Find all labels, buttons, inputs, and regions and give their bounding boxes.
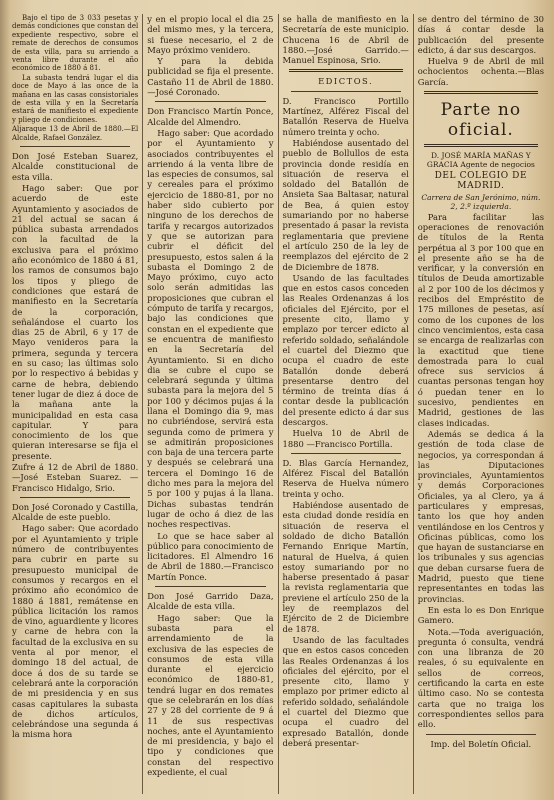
divider-rule — [155, 586, 265, 587]
notice-paragraph: Y para la debida publicidad se fija el presente. Castaño 11 de Abril de 1880.—José Coronado. — [147, 56, 274, 98]
notice-paragraph: En esta lo es Don Enrique Gamero. — [417, 604, 544, 626]
notice-paragraph: Hago saber: Que acordado por el Ayuntamiento y triple número de contribuyentes para cubrir en parte su presupuesto municipal de consumos y recargos en el próximo año económico de 1880 á 1881, remátense en pública licitación los ramos de vino, aguardiente y licores y carne de hebra con la facultad de la exclusiva en su venta al por menor, el domingo 18 del actual, de doce á dos de su tarde se celebrará ante la corporación de mi presidencia y en sus casas capitulares la subasta de dichos artículos, celebrándose una segunda á la misma hora — [12, 523, 139, 740]
notice-paragraph: Lo que se hace saber al público para conocimiento de licitadores. El Almendro 16 de Abril de 1880.—Francisco Martín Ponce. — [147, 530, 274, 582]
notice-paragraph: Hago saber: Que la subasta para el arrendamiento de la exclusiva de las especies de consumos de esta villa durante el ejercicio económico de 1880-81, tendrá lugar en dos remates que se celebrarán en los días 27 y 28 del corriente de 9 á 11 de sus respectivas noches, ante el Ayuntamiento de mi presidencia, y bajo el tipo y condiciones que constan del respectivo expediente, el cual — [147, 612, 274, 778]
agent-name: D. JOSÉ MARÍA MAÑAS Y GRACIA Agente de negocios — [426, 151, 535, 170]
columns-container — [8, 14, 548, 794]
notice-paragraph: Nota.—Toda averiguación, pregunta ó consulta, vendrá con una libranza de 20 reales, ó su equivalente en sellos de correos, certificando la carta en este último caso. No se contesta carta que no traiga los correspondientes sellos para ello. — [417, 626, 544, 730]
divider-rule — [291, 91, 401, 92]
divider-double-rule — [424, 91, 538, 94]
divider-rule — [155, 101, 265, 102]
divider-double-rule — [289, 69, 403, 72]
notice-header: D. Blas García Hernandez, Alférez Fiscal del Batallón Reserva de Huelva número treinta y ocho. — [282, 457, 409, 499]
divider-double-rule — [424, 144, 538, 147]
agent-address: Carrera de San Jerónimo, núm. 2, 2.º izquierda. — [421, 192, 541, 211]
notice-paragraph: se halla de manifiesto en la Secretaría de este municipio. Chucena 16 de Abril de 1880.—José Garrido.—Manuel Espinosa, Srio. — [282, 14, 409, 66]
column-2 — [142, 14, 277, 794]
notice-paragraph: y en el propio local el dia 25 del mismo mes, y la tercera, si fuese necesario, el 2 de Mayo próximo venidero. — [147, 14, 274, 55]
notice-header: Don José Garrido Daza, Alcalde de esta villa. — [147, 591, 274, 612]
notice-paragraph: se dentro del término de 30 días á contar desde la publicación del presente edicto, á dar sus descargos. — [417, 14, 544, 55]
notice-header: Don Francisco Martín Ponce, Alcalde del Almendro. — [147, 106, 274, 127]
notice-paragraph: Habiéndose ausentado de esta ciudad donde residía en situación de reserva el soldado de dicho Batallón Fernando Enrique Martín, natural de Huelva, á quien estoy sumariando por no haberse presentado á pasar la revista reglamentaria que previene el artículo 250 de la ley de reemplazos del Ejército de 2 de Diciembre de 1878. — [282, 500, 409, 634]
notice-paragraph: La subasta tendrá lugar el dia doce de Mayo á las once de la mañana en las casas consistoriales de esta villa y en la Secretaría estará de manifiesto el expediente y pliego de condiciones. — [12, 73, 139, 124]
notice-paragraph: Usando de las facultades que en estos casos conceden las Reales Ordenanzas á los oficiales del ejército, por el presente cito, llamo y emplazo por primer edicto al referido soldado, señalándole el cuartel del Diezmo que ocupa el cuadro del expresado Batallón, donde deberá presentar- — [282, 634, 409, 748]
notice-paragraph: Hago saber: Que por acuerdo de este Ayuntamiento y asociados de 21 del actual se sacan á pública subasta arrendados con la facultad de la exclusiva para el próximo año económico de 1880 á 81, los ramos de consumos bajo los tipos y pliego de condiciones que estará de manifiesto en la Secretaría de la corporación, señalándose el cuarto los dias 25 de Abril, 6 y 17 de Mayo venideros para la primera, segunda y tercera en su caso; las últimas solo por lo respectivo á bebidas y carne de hebra, debiendo tener lugar de diez á doce de la mañana ante la municipalidad en esta casa capitular. Y para conocimiento de los que quieran interesarse se fija el presente. — [12, 182, 139, 461]
notice-paragraph: Usando de las facultades que en estos casos conceden las Reales Ordenanzas á los oficiales del Ejército, por el presente cito, llamo y emplazo por tercer edicto al referido soldado, señalándole el cuartel del Diezmo que ocupa el cuadro de este Batallón donde deberá presentarse dentro del término de treinta días á contar desde la publicación del presente edicto á dar sus descargos. — [282, 272, 409, 427]
college-name: DEL COLEGIO DE MADRID. — [434, 171, 528, 192]
printer-imprint: Imp. del Boletín Oficial. — [430, 738, 532, 749]
notice-header: D. Francisco Portillo Martínez, Alférez Fiscal del Batallón Reserva de Huelva número treinta y ocho. — [282, 95, 409, 137]
column-3 — [278, 14, 413, 794]
divider-rule — [426, 734, 536, 735]
notice-paragraph: Además se dedica á la gestión de toda clase de negocios, ya correspondan á las Diputaciones provinciales, Ayuntamientos y demás Corporaciones Oficiales, ya al Clero, ya á particulares y empresas, tanto los que hoy anden ventilándose en los Centros y Oficinas públicas, como los que hayan de sustanciarse en los tribunales y sus agencias que deban cursarse fuera de Madrid, puesto que tiene representantes en todas las provincias. — [417, 428, 544, 604]
divider-rule — [291, 453, 401, 454]
column-4 — [413, 14, 548, 794]
notice-header: Zufre á 12 de Abril de 1880.—José Esteban Suarez. —Francisco Hidalgo, Srio. — [12, 462, 139, 493]
notice-header: Don José Esteban Suarez, Alcalde constitucional de esta villa. — [12, 151, 139, 182]
notice-header: Aljaraque 13 de Abril de 1880.—El Alcalde, Rafael González. — [12, 125, 139, 142]
divider-rule — [20, 146, 130, 147]
column-1 — [8, 14, 142, 794]
notice-paragraph: Para facilitar las operaciones de renovación de títulos de la Renta perpétua al 3 por 100 que en el presente año se ha de verificar, y la conversión en títulos de Deuda amortizable al 2 por 100 de los décimos y recibos del Empréstito de 175 millones de pesetas, así como de los cupones de los cinco vencimientos, esta casa se encarga de realizarlas con la exactitud que tiene demostrada para lo cual ofrece sus servicios á cuantas personas tengan hoy ó puedan tener en lo sucesivo, pendientes en Madrid, gestiones de las clases indicadas. — [417, 211, 544, 428]
section-title: Parte no oficial. — [440, 100, 522, 141]
notice-paragraph: Huelva 9 de Abril de mil ochocientos ochenta.—Blas García. — [417, 56, 544, 87]
notice-paragraph: Hago saber: Que acordado por el Ayuntamiento y asociados contribuyentes el arriendo á la venta libre de las especies de consumos, sal y cereales para el próximo ejercicio de 1880-81, por no haber sido cubierto por ninguno de los derechos de tarifa y recargos autorizados y que se autorizan para cubrir el déficit del presupuesto, estos salen á la subasta el Domingo 2 de Mayo próximo, cuyo acto solo serán admitidas las proposiciones que cubran el cómputo de tarifa y recargos, bajo las condiciones que constan en el expediente que se encuentra de manifiesto en la Secretaría del Ayuntamiento. Si en dicho dia se cubre el cupo se celebrará segunda y última subasta para la mejora del 5 por 100 y décimos pujas á la llana el Domingo dia 9, mas no cubriéndose, servirá esta segunda como de primera y se admitirán proposiciones con baja de una tercera parte y después se celebrará una tercera el Domingo 16 de dicho mes para la mejora del 5 por 100 y pujas á la llana. Dichas subastas tendrán lugar de ocho á diez de las noches respectivas. — [147, 127, 274, 530]
notice-paragraph: Bajo el tipo de 3 033 pesetas y demás condiciones que constan del expediente respectivo, sobre el remate de derechos de consumos de esta villa, para su arriendo a venta libre durante el año económico de 1880 á 81. — [12, 14, 139, 73]
divider-rule — [20, 497, 130, 498]
notice-header: Don José Coronado y Castilla, Alcalde de este pueblo. — [12, 501, 139, 523]
section-heading: EDICTOS. — [318, 76, 374, 87]
notice-paragraph: Habiéndose ausentado del pueblo de Bollullos de esta provincia donde residía en situación de reserva el soldado del Batallón de Ansieta Saa Baltasar, natural de Bea, á quien estoy sumariando por no haberse presentado á pasar la revista reglamentaria que previene el artículo 250 de la ley de reemplazos del ejército de 2 de Diciembre de 1878. — [282, 137, 409, 272]
notice-paragraph: Huelva 10 de Abril de 1880 —Francisco Portilla. — [282, 428, 409, 449]
